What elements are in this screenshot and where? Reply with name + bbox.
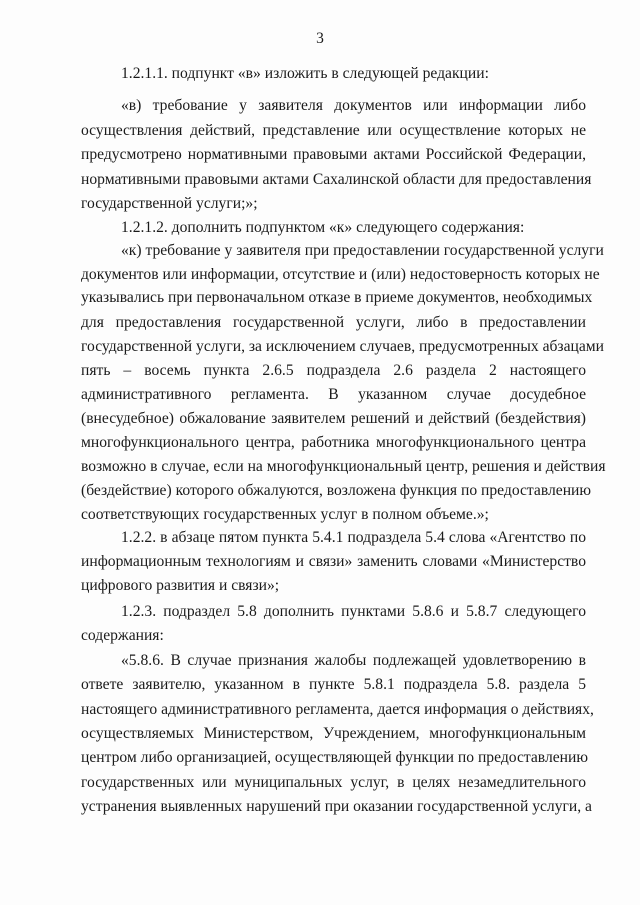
text-line: центром либо организацией, осуществляющей функции по предоставлению xyxy=(81,749,588,766)
text-line: настоящего административного регламента, дается информация о действиях, xyxy=(81,701,594,718)
text-line: для предоставления государственной услуги, либо в предоставлении xyxy=(81,314,586,331)
text-line: государственной услуги, за исключением случаев, предусмотренных абзацами xyxy=(81,338,604,355)
page-number: 3 xyxy=(316,30,324,47)
text-line: 1.2.3. подраздел 5.8 дополнить пунктами 5.8.6 и 5.8.7 следующего xyxy=(121,603,586,620)
text-line: государственной услуги;»; xyxy=(81,195,258,212)
text-line: осуществления действий, представление или осуществление которых не xyxy=(81,122,586,139)
text-line: цифрового развития и связи»; xyxy=(81,577,280,594)
text-line: 1.2.1.2. дополнить подпунктом «к» следующего содержания: xyxy=(121,219,525,236)
text-line: «в) требование у заявителя документов или информации либо xyxy=(121,97,586,114)
text-line: информационным технологиям и связи» заменить словами «Министерство xyxy=(81,553,586,570)
text-line: содержания: xyxy=(81,627,164,644)
text-line: осуществляемых Министерством, Учреждением, многофункциональным xyxy=(81,725,586,742)
text-line: пять – восемь пункта 2.6.5 подраздела 2.6 раздела 2 настоящего xyxy=(81,362,586,379)
text-line: ответе заявителю, указанном в пункте 5.8.1 подраздела 5.8. раздела 5 xyxy=(81,676,586,693)
text-line: 1.2.2. в абзаце пятом пункта 5.4.1 подраздела 5.4 слова «Агентство по xyxy=(121,529,586,546)
text-line: возможно в случае, если на многофункциональный центр, решения и действия xyxy=(81,458,606,475)
text-line: устранения выявленных нарушений при оказании государственной услуги, а xyxy=(81,798,592,815)
text-line: 1.2.1.1. подпункт «в» изложить в следующей редакции: xyxy=(121,65,489,82)
text-line: указывались при первоначальном отказе в приеме документов, необходимых xyxy=(81,289,593,306)
text-line: многофункционального центра, работника многофункционального центра xyxy=(81,434,586,451)
text-line: «5.8.6. В случае признания жалобы подлежащей удовлетворению в xyxy=(121,652,586,669)
text-line: (внесудебное) обжалование заявителем решений и действий (бездействия) xyxy=(81,410,586,427)
text-line: административного регламента. В указанном случае досудебное xyxy=(81,386,586,403)
text-line: нормативными правовыми актами Сахалинской области для предоставления xyxy=(81,171,592,188)
text-line: документов или информации, отсутствие и (или) недостоверность которых не xyxy=(81,266,600,283)
text-line: предусмотрено нормативными правовыми актами Российской Федерации, xyxy=(81,146,586,163)
text-line: соответствующих государственных услуг в полном объеме.»; xyxy=(81,506,489,523)
text-line: (бездействие) которого обжалуются, возложена функция по предоставлению xyxy=(81,482,592,499)
text-line: «к) требование у заявителя при предоставлении государственной услуги xyxy=(121,242,604,259)
text-line: государственных или муниципальных услуг, в целях незамедлительного xyxy=(81,774,586,791)
